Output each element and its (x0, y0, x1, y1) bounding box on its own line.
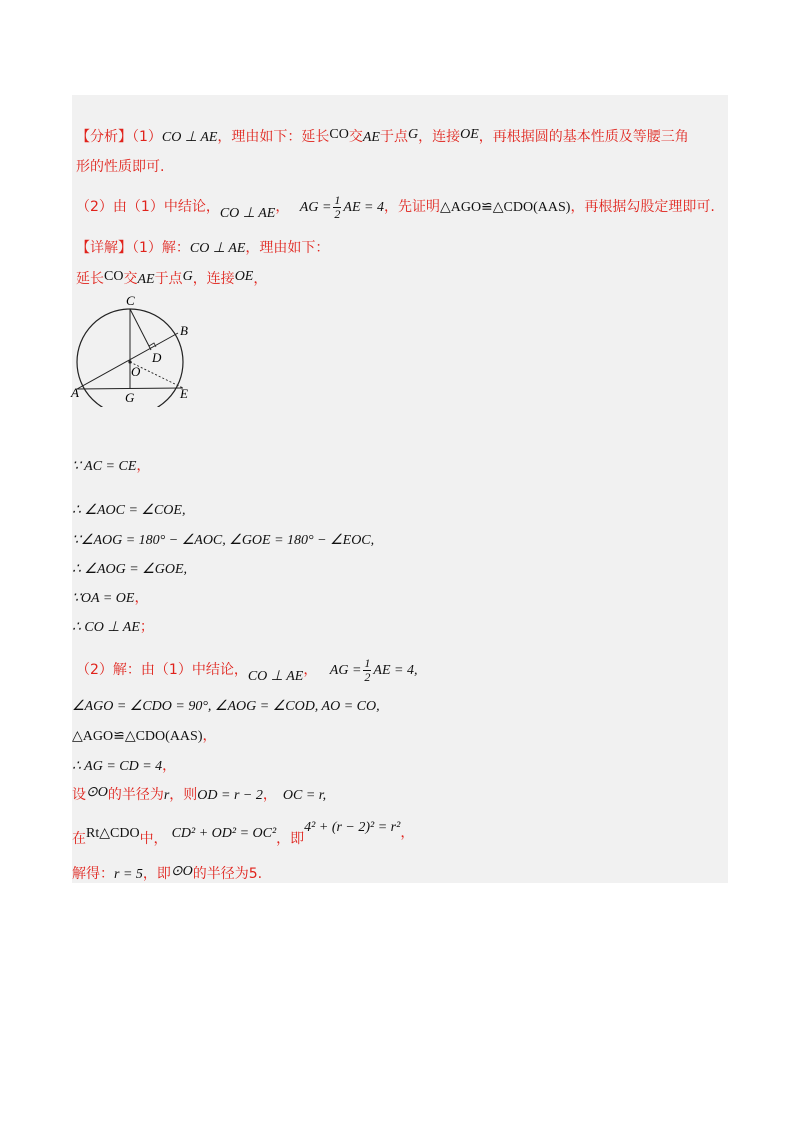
part2-line-4: ∴ AG = CD = 4， (72, 758, 177, 774)
line-cd (130, 309, 151, 350)
label-b: B (180, 323, 188, 338)
proof-step-3: ∵∠AOG = 180° − ∠AOC, ∠GOE = 180° − ∠EOC, (72, 533, 375, 548)
label-d: D (152, 350, 162, 365)
chord-ab (77, 333, 178, 389)
fraction-half: $\frac{1}{2}$ (334, 192, 341, 221)
proof-step-1: ∵ AC = CE， (72, 458, 151, 474)
part2-line-7: 解得：r = 5，即⊙O的半径为5. (72, 864, 263, 882)
label-c: C (126, 293, 135, 308)
detail-line-2: 延长CO交AE于点G，连接OE， (76, 269, 268, 287)
detail-tag: 【详解】 (76, 240, 132, 256)
proof-step-5: ∵OA = OE， (72, 590, 149, 606)
analysis-line-2: 形的性质即可. (76, 159, 165, 175)
proof-step-2: ∴ ∠AOC = ∠COE, (72, 503, 186, 518)
proof-step-6: ∴ CO ⊥ AE； (72, 619, 154, 635)
analysis-line-3: （2）由（1）中结论，CO ⊥ AE， AG = $\frac{1}{2}$ AE = 4，先证明△AGO≌△CDO(AAS)，再根据勾股定理即可. (76, 192, 715, 221)
part2-line-2: ∠AGO = ∠CDO = 90°, ∠AOG = ∠COD, AO = CO, (72, 699, 380, 714)
label-e: E (180, 386, 188, 401)
part2-line-6: 在Rt△CDO中， CD² + OD² = OC²，即4² + (r − 2)² = r²， (72, 820, 415, 847)
circle-geometry-figure (70, 292, 200, 407)
label-o: O (131, 364, 141, 379)
detail-line-1: 【详解】（1）解：CO ⊥ AE，理由如下： (76, 240, 330, 256)
analysis-line-1: 【分析】（1）CO ⊥ AE，理由如下：延长CO交AE于点G，连接OE，再根据圆的基本性质及等腰三角 (76, 127, 689, 145)
analysis-tag: 【分析】 (76, 129, 132, 145)
part2-line-1: （2）解：由（1）中结论，CO ⊥ AE， AG = $\frac{1}{2}$ AE = 4, (76, 655, 418, 684)
label-g: G (125, 390, 135, 405)
part2-line-5: 设⊙O的半径为r，则OD = r − 2， OC = r, (72, 785, 327, 803)
part2-line-3: △AGO≌△CDO(AAS)， (72, 728, 217, 744)
label-a: A (71, 385, 79, 400)
right-angle-mark (149, 343, 156, 347)
proof-step-4: ∴ ∠AOG = ∠GOE, (72, 562, 188, 577)
